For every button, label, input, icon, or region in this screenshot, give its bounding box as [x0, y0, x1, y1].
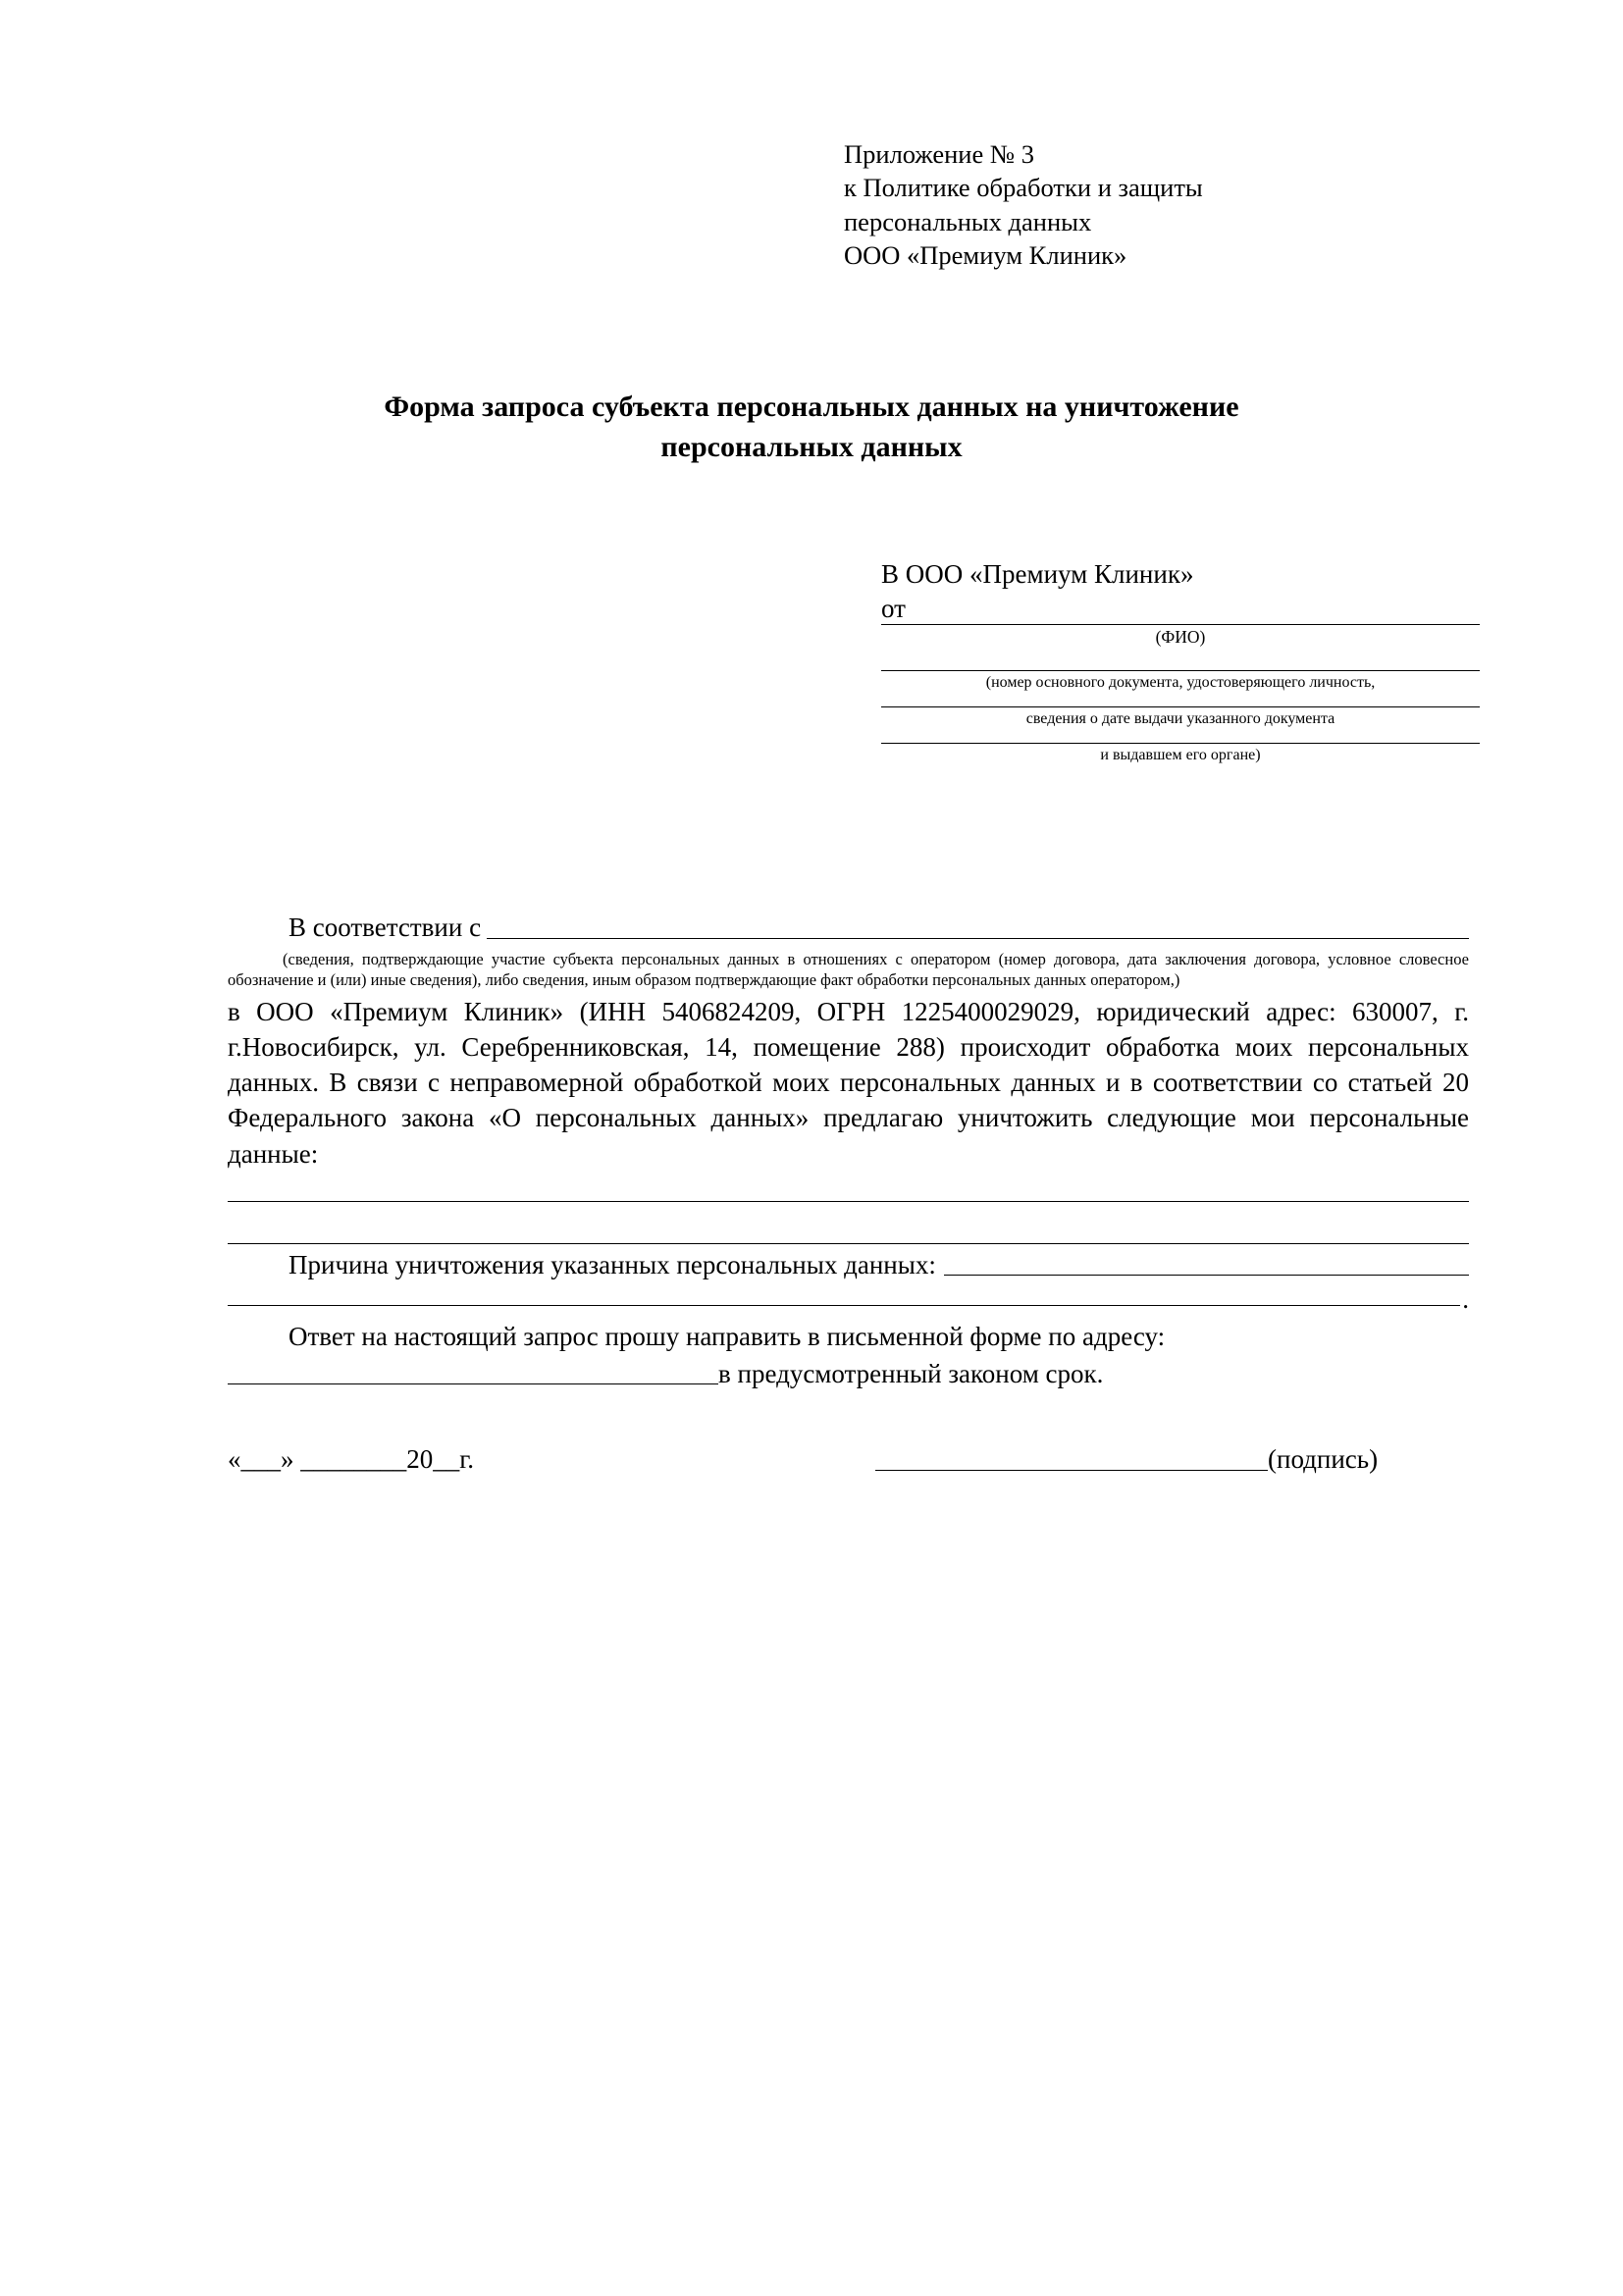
- document-number-blank-line[interactable]: [881, 670, 1480, 671]
- signature-blank-line[interactable]: [875, 1470, 1268, 1471]
- document-number-caption: (номер основного документа, удостоверяющего личность,: [985, 673, 1376, 691]
- addressee-from-label: от: [881, 594, 906, 623]
- document-body: [228, 911, 1469, 1478]
- fio-caption: (ФИО): [1155, 627, 1206, 647]
- page-title-line-2: персональных данных: [660, 430, 963, 463]
- answer-paragraph-text: Ответ на настоящий запрос прошу направить в письменной форме по адресу:: [288, 1322, 1166, 1352]
- reason-row-2: [228, 1286, 1469, 1313]
- addressee-block: [881, 559, 1480, 765]
- fio-blank-line[interactable]: [881, 624, 1480, 625]
- answer-tail-text: в предусмотренный законом срок.: [718, 1358, 1104, 1388]
- appendix-header-line-2: к Политике обработки и защиты: [844, 173, 1203, 203]
- reason-end-dot: .: [1462, 1284, 1469, 1315]
- appendix-header-line-1: Приложение № 3: [844, 139, 1035, 169]
- answer-address-row: [228, 1357, 1469, 1392]
- signature-row: [228, 1442, 1469, 1478]
- signature-caption: (подпись): [1268, 1444, 1379, 1475]
- in-accordance-label: В соответствии с: [288, 913, 482, 942]
- page-title: [228, 388, 1395, 467]
- document-issuer-blank-line[interactable]: [881, 743, 1480, 744]
- in-accordance-row: [228, 911, 1469, 946]
- document-issuer-caption: и выдавшем его органе): [1100, 746, 1261, 763]
- reason-label: Причина уничтожения указанных персональных данных:: [288, 1249, 936, 1279]
- reason-blank-line-1[interactable]: [944, 1275, 1469, 1276]
- data-blank-line-2[interactable]: [228, 1243, 1469, 1244]
- appendix-header-line-4: ООО «Премиум Клиник»: [844, 240, 1127, 271]
- fineprint-text: (сведения, подтверждающие участие субъекта персональных данных в отношениях с оператором (номер договора, дата заключения договора, условное словесное обозначение и (или) иные сведения), либо сведения, иным образом подтверждающие факт обработки персональных данных оператором,): [228, 949, 1469, 989]
- answer-address-blank-line[interactable]: [228, 1383, 718, 1384]
- answer-paragraph: [228, 1319, 1469, 1354]
- data-blank-line-1[interactable]: [228, 1201, 1469, 1202]
- date-line[interactable]: «___» ________20__г.: [228, 1444, 475, 1475]
- addressee-organization: В ООО «Премиум Клиник»: [881, 559, 1194, 589]
- main-paragraph: в ООО «Премиум Клиник» (ИНН 5406824209, ОГРН 1225400029029, юридический адрес: 630007, г. г.Новосибирск, ул. Серебренниковская, 14, помещение 288) происходит обработка моих персональных данных. В связи с неправомерной обработкой моих персональных данных и в соответствии со статьей 20 Федерального закона «О персональных данных» предлагаю уничтожить следующие мои персональные данные:: [228, 996, 1469, 1169]
- in-accordance-blank-line[interactable]: [487, 938, 1469, 939]
- fineprint-note: [228, 949, 1469, 990]
- document-date-blank-line[interactable]: [881, 706, 1480, 707]
- reason-row: [228, 1248, 1469, 1283]
- page-title-line-1: Форма запроса субъекта персональных данных на уничтожение: [384, 391, 1239, 423]
- reason-blank-line-2[interactable]: [228, 1305, 1460, 1306]
- appendix-header-line-3: персональных данных: [844, 206, 1092, 236]
- appendix-header: [844, 137, 1472, 273]
- document-date-caption: сведения о дате выдачи указанного документа: [1025, 709, 1335, 727]
